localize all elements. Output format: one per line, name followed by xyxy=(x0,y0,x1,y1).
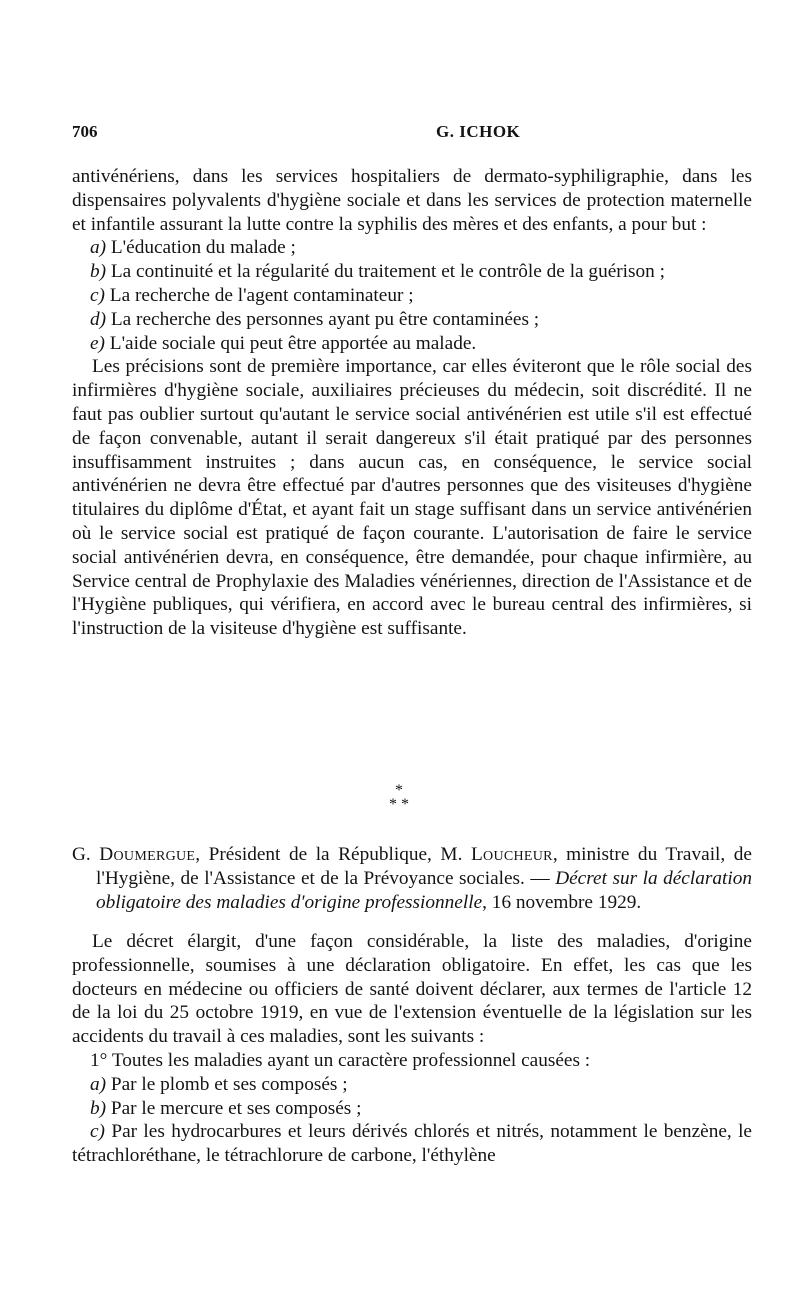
list-item xyxy=(72,260,752,284)
list-item-marker: c) xyxy=(90,284,105,306)
body-paragraph: Les précisions sont de première importance, car elles éviteront que le rôle social des infirmières d'hygiène sociale, auxiliaires précieuses du médecin, soit discrédité. Il ne faut pas oublier surtout qu'autant le service social antivénérien est utile s'il est effectué de façon convenable, autant il serait dangereux s'il était pratiqué par des personnes insuffisamment instruites ; dans aucun cas, en conséquence, le service social antivénérien ne devra être effectué par d'autres personnes que des visiteuses d'hygiène titulaires du diplôme d'État, et ayant fait un stage suffisant dans un service antivénérien où le service social est pratiqué de façon courante. L'autorisation de faire le service social antivénérien devra, en conséquence, être demandée, pour chaque infirmière, au Service central de Prophylaxie des Maladies vénériennes, direction de l'Assistance et de l'Hygiène publiques, qui vérifiera, en accord avec le bureau central des infirmières, si l'instruction de la visiteuse d'hygiène est suffisante. xyxy=(72,356,752,640)
list-item-marker: b) xyxy=(90,1097,107,1119)
asterism-bottom: * * xyxy=(389,796,409,813)
list-item xyxy=(72,1097,752,1121)
intro-paragraph: antivénériens, dans les services hospitaliers de dermato-syphiligraphie, dans les dispensaires polyvalents d'hygiène sociale et dans les services de protection maternelle et infantile assurant la lutte contre la syphilis des mères et des enfants, a pour but : xyxy=(72,166,752,235)
list-item-text: L'éducation du malade ; xyxy=(106,237,296,259)
list-item-text: Par le plomb et ses composés ; xyxy=(106,1073,348,1095)
list-item xyxy=(72,332,752,356)
citation-role-2: , ministre du Travail, de l'Hygiène, de l'Assistance et de la Prévoyance sociales. — xyxy=(96,844,752,889)
decree-citation xyxy=(72,843,752,914)
asterism-top: * xyxy=(395,782,403,799)
list-item xyxy=(72,308,752,332)
page-number: 706 xyxy=(72,122,98,141)
list-item xyxy=(72,284,752,308)
list-item-marker: e) xyxy=(90,332,105,354)
list-item-marker: a) xyxy=(90,237,107,259)
list-intro: 1° Toutes les maladies ayant un caractère professionnel causées : xyxy=(90,1049,591,1071)
citation-role-1: , Président de la République, M. xyxy=(195,844,471,865)
list-item xyxy=(72,1120,752,1168)
decree-title: Décret sur la déclaration obligatoire des maladies d'origine professionnelle xyxy=(96,867,753,913)
running-head: G. ICHOK xyxy=(436,122,521,141)
list-item xyxy=(72,236,752,260)
list-item-text: L'aide sociale qui peut être apportée au malade. xyxy=(104,332,477,354)
list-item-text: Par les hydrocarbures et leurs dérivés chlorés et nitrés, notamment le benzène, le tétrachloréthane, le tétrachlorure de carbone, l'éthylène xyxy=(72,1121,752,1167)
body-paragraph: Le décret élargit, d'une façon considérable, la liste des maladies, d'origine professionnelle, soumises à une déclaration obligatoire. En effet, les cas que les docteurs en médecine ou officiers de santé doivent déclarer, aux termes de l'article 12 de la loi du 25 octobre 1919, en vue de l'extension éventuelle de la législation sur les accidents du travail à ces maladies, sont les suivants : xyxy=(72,931,752,1048)
asterism-separator xyxy=(384,784,414,814)
list-item-text: La continuité et la régularité du traitement et le contrôle de la guérison ; xyxy=(106,261,666,283)
list-item-marker: b) xyxy=(90,261,107,283)
list-item-text: La recherche de l'agent contaminateur ; xyxy=(104,284,414,306)
list-item-text: La recherche des personnes ayant pu être contaminées ; xyxy=(106,308,540,330)
decree-date: , 16 novembre 1929. xyxy=(482,891,642,913)
list-item xyxy=(72,1073,752,1097)
author-name-doumergue: Doumergue xyxy=(99,844,196,865)
section-2 xyxy=(72,930,752,1168)
page-header xyxy=(72,122,752,146)
author-name-loucheur: Loucheur xyxy=(470,844,553,865)
list-item-marker: c) xyxy=(90,1121,105,1143)
list-item-text: Par le mercure et ses composés ; xyxy=(106,1097,362,1119)
citation-initial: G. xyxy=(72,844,100,865)
list-item-marker: a) xyxy=(90,1073,107,1095)
section-1 xyxy=(72,165,752,641)
list-item-marker: d) xyxy=(90,308,107,330)
